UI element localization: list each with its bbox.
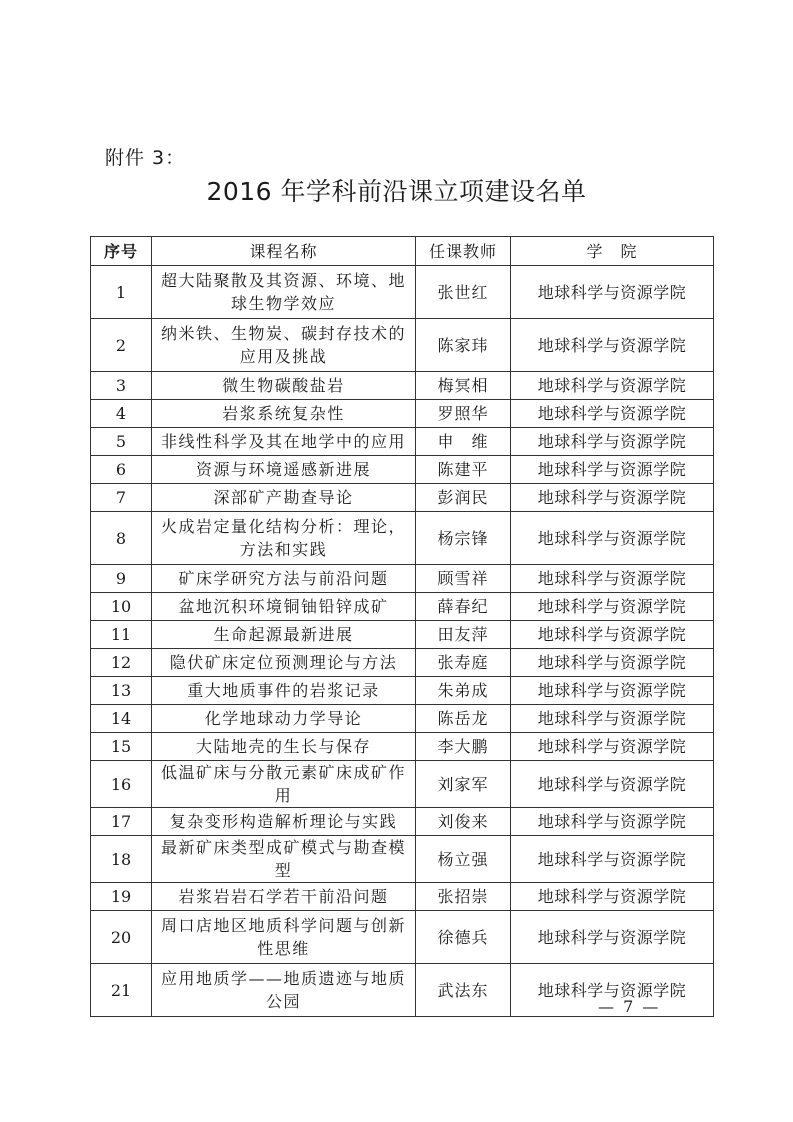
row-number: 18 [91,836,152,883]
college-name: 地球科学与资源学院 [511,705,714,733]
course-name: 低温矿床与分散元素矿床成矿作用 [152,761,416,808]
college-name: 地球科学与资源学院 [511,484,714,512]
table-row [91,565,714,593]
table-body [91,266,714,1017]
teacher-name: 陈岳龙 [416,705,511,733]
row-number: 11 [91,621,152,649]
course-name: 深部矿产勘查导论 [152,484,416,512]
row-number: 6 [91,456,152,484]
course-name: 非线性科学及其在地学中的应用 [152,428,416,456]
teacher-name: 薛春纪 [416,593,511,621]
college-name: 地球科学与资源学院 [511,565,714,593]
table-row [91,911,714,964]
college-name: 地球科学与资源学院 [511,836,714,883]
course-name: 矿床学研究方法与前沿问题 [152,565,416,593]
row-number: 14 [91,705,152,733]
row-number: 21 [91,964,152,1017]
row-number: 1 [91,266,152,319]
college-name: 地球科学与资源学院 [511,512,714,565]
table-row [91,372,714,400]
row-number: 8 [91,512,152,565]
college-name: 地球科学与资源学院 [511,964,714,1017]
row-number: 16 [91,761,152,808]
college-name: 地球科学与资源学院 [511,808,714,836]
header-course: 课程名称 [152,237,416,266]
table-row [91,836,714,883]
table-row [91,883,714,911]
college-name: 地球科学与资源学院 [511,911,714,964]
teacher-name: 张招崇 [416,883,511,911]
college-name: 地球科学与资源学院 [511,883,714,911]
course-name: 生命起源最新进展 [152,621,416,649]
row-number: 15 [91,733,152,761]
attachment-label: 附件 3： [105,147,186,169]
row-number: 10 [91,593,152,621]
teacher-name: 罗照华 [416,400,511,428]
row-number: 7 [91,484,152,512]
table-row [91,621,714,649]
teacher-name: 陈建平 [416,456,511,484]
college-name: 地球科学与资源学院 [511,761,714,808]
course-name: 周口店地区地质科学问题与创新性思维 [152,911,416,964]
row-number: 5 [91,428,152,456]
college-name: 地球科学与资源学院 [511,266,714,319]
table-header [91,237,714,266]
course-name: 岩浆系统复杂性 [152,400,416,428]
table-row [91,266,714,319]
teacher-name: 彭润民 [416,484,511,512]
header-no: 序号 [91,237,152,266]
college-name: 地球科学与资源学院 [511,621,714,649]
row-number: 13 [91,677,152,705]
row-number: 9 [91,565,152,593]
row-number: 2 [91,319,152,372]
table-row [91,400,714,428]
teacher-name: 朱弟成 [416,677,511,705]
teacher-name: 刘俊来 [416,808,511,836]
teacher-name: 杨宗锋 [416,512,511,565]
teacher-name: 张寿庭 [416,649,511,677]
course-name: 火成岩定量化结构分析：理论，方法和实践 [152,512,416,565]
header-row [91,237,714,266]
row-number: 3 [91,372,152,400]
teacher-name: 武法东 [416,964,511,1017]
course-name: 化学地球动力学导论 [152,705,416,733]
teacher-name: 徐德兵 [416,911,511,964]
table-row [91,512,714,565]
table-row [91,428,714,456]
course-name: 微生物碳酸盐岩 [152,372,416,400]
table-row [91,649,714,677]
table-row [91,319,714,372]
teacher-name: 顾雪祥 [416,565,511,593]
college-name: 地球科学与资源学院 [511,456,714,484]
college-name: 地球科学与资源学院 [511,372,714,400]
teacher-name: 田友萍 [416,621,511,649]
teacher-name: 梅冥相 [416,372,511,400]
header-college: 学 院 [511,237,714,266]
college-name: 地球科学与资源学院 [511,319,714,372]
college-name: 地球科学与资源学院 [511,428,714,456]
table-row [91,677,714,705]
course-name: 隐伏矿床定位预测理论与方法 [152,649,416,677]
college-name: 地球科学与资源学院 [511,593,714,621]
course-name: 重大地质事件的岩浆记录 [152,677,416,705]
row-number: 20 [91,911,152,964]
teacher-name: 杨立强 [416,836,511,883]
course-name: 复杂变形构造解析理论与实践 [152,808,416,836]
teacher-name: 刘家军 [416,761,511,808]
college-name: 地球科学与资源学院 [511,677,714,705]
teacher-name: 张世红 [416,266,511,319]
course-name: 超大陆聚散及其资源、环境、地球生物学效应 [152,266,416,319]
table-row [91,593,714,621]
page-number: — 7 — [598,997,661,1016]
row-number: 12 [91,649,152,677]
teacher-name: 陈家玮 [416,319,511,372]
table-row [91,733,714,761]
course-name: 纳米铁、生物炭、碳封存技术的应用及挑战 [152,319,416,372]
table-row [91,761,714,808]
course-table [90,236,714,1017]
header-teacher: 任课教师 [416,237,511,266]
course-name: 大陆地壳的生长与保存 [152,733,416,761]
course-name: 应用地质学——地质遗迹与地质公园 [152,964,416,1017]
course-name: 岩浆岩岩石学若干前沿问题 [152,883,416,911]
college-name: 地球科学与资源学院 [511,733,714,761]
course-name: 最新矿床类型成矿模式与勘查模型 [152,836,416,883]
teacher-name: 申 维 [416,428,511,456]
table-row [91,705,714,733]
college-name: 地球科学与资源学院 [511,649,714,677]
course-name: 资源与环境遥感新进展 [152,456,416,484]
row-number: 4 [91,400,152,428]
table-row [91,808,714,836]
teacher-name: 李大鹏 [416,733,511,761]
row-number: 17 [91,808,152,836]
row-number: 19 [91,883,152,911]
table-row [91,484,714,512]
course-name: 盆地沉积环境铜铀铅锌成矿 [152,593,416,621]
table-row [91,456,714,484]
document-title: 2016 年学科前沿课立项建设名单 [206,177,587,206]
college-name: 地球科学与资源学院 [511,400,714,428]
